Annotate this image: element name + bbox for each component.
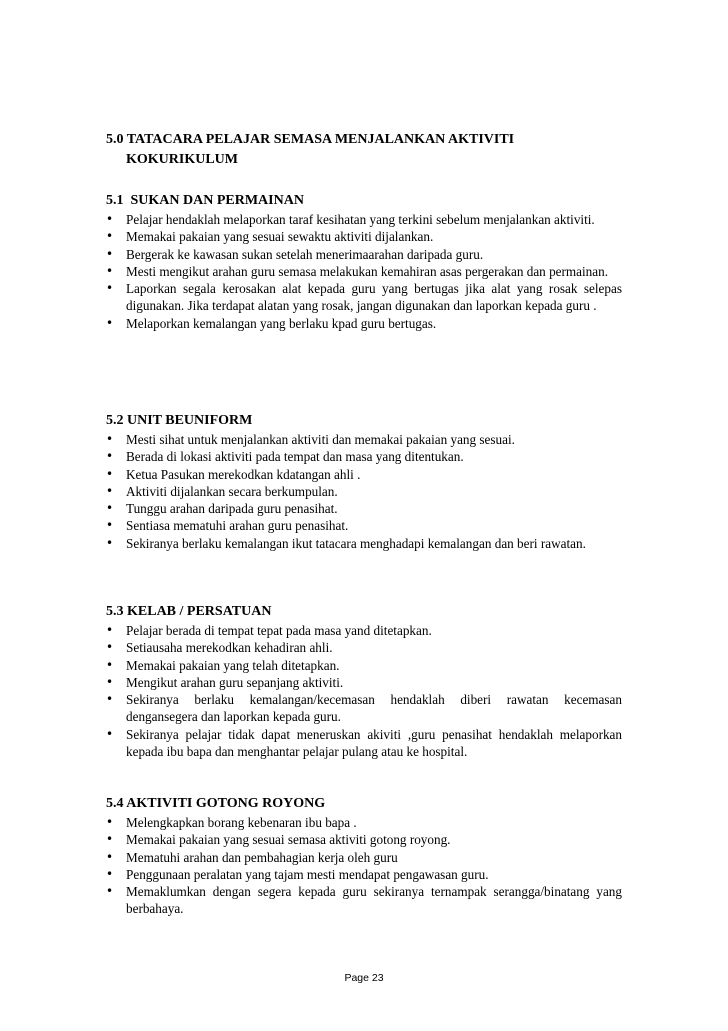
list-item: • Setiausaha merekodkan kehadiran ahli. <box>106 640 333 656</box>
list-item: • Mesti mengikut arahan guru semasa melakukan kemahiran asas pergerakan dan permainan. <box>106 263 609 279</box>
list-item: • Berada di lokasi aktiviti pada tempat dan masa yang ditentukan. <box>106 449 464 465</box>
bullet-icon: • <box>106 466 114 481</box>
bullet-icon: • <box>106 692 114 707</box>
section-heading: 5.2 UNIT BEUNIFORM <box>106 413 253 428</box>
bullet-icon: • <box>106 849 114 864</box>
list-item: • Mengikut arahan guru sepanjang aktiviti. <box>106 674 344 690</box>
list-item: • Pelajar hendaklah melaporkan taraf kesihatan yang terkini sebelum menjalankan aktiviti. <box>106 212 595 227</box>
bullet-list <box>106 211 622 332</box>
list-item: • Pelajar berada di tempat tepat pada masa yand ditetapkan. <box>106 623 432 638</box>
bullet-icon: • <box>106 449 114 464</box>
list-item: • Ketua Pasukan merekodkan kdatangan ahli . <box>106 466 361 482</box>
bullet-icon: • <box>106 884 114 899</box>
list-item: • Penggunaan peralatan yang tajam mesti mendapat pengawasan guru. <box>106 866 489 882</box>
bullet-icon: • <box>106 263 114 278</box>
section-heading: 5.3 KELAB / PERSATUAN <box>106 604 272 619</box>
list-item: • Bergerak ke kawasan sukan setelah menerimaarahan daripada guru. <box>106 246 484 262</box>
list-item: • Memakai pakaian yang telah ditetapkan. <box>106 657 340 673</box>
list-item: • Sekiranya berlaku kemalangan/kecemasan hendaklah diberi rawatan kecemasan dengansegera dan laporkan kepada guru. <box>106 692 622 725</box>
bullet-icon: • <box>106 501 114 516</box>
bullet-icon: • <box>106 623 114 637</box>
section-kelab-persatuan <box>106 603 622 760</box>
bullet-list <box>106 431 622 552</box>
section-heading: 5.4 AKTIVITI GOTONG ROYONG <box>106 796 326 811</box>
bullet-icon: • <box>106 674 114 689</box>
list-item: • Memakai pakaian yang sesuai semasa aktiviti gotong royong. <box>106 832 451 848</box>
section-sukan-dan-permainan <box>106 192 622 332</box>
section-unit-beruniform <box>106 412 622 552</box>
section-aktiviti-gotong-royong <box>106 795 622 918</box>
bullet-icon: • <box>106 657 114 672</box>
bullet-icon: • <box>106 483 114 498</box>
bullet-icon: • <box>106 246 114 261</box>
list-item: • Melaporkan kemalangan yang berlaku kpad guru bertugas. <box>106 315 437 331</box>
list-item: • Sentiasa mematuhi arahan guru penasihat. <box>106 518 349 534</box>
bullet-icon: • <box>106 315 114 330</box>
list-item: • Mematuhi arahan dan pembahagian kerja oleh guru <box>106 849 398 865</box>
bullet-list <box>106 622 622 760</box>
bullet-icon: • <box>106 815 114 829</box>
title-line-1: 5.0 TATACARA PELAJAR SEMASA MENJALANKAN AKTIVITI <box>106 132 515 147</box>
list-item: • Aktiviti dijalankan secara berkumpulan. <box>106 483 338 499</box>
list-item: • Sekiranya berlaku kemalangan ikut tatacara menghadapi kemalangan dan beri rawatan. <box>106 535 586 551</box>
bullet-icon: • <box>106 281 114 296</box>
page-title <box>106 130 626 170</box>
list-item: • Tunggu arahan daripada guru penasihat. <box>106 501 338 517</box>
bullet-icon: • <box>106 866 114 881</box>
list-item: • Melengkapkan borang kebenaran ibu bapa . <box>106 815 357 830</box>
bullet-icon: • <box>106 518 114 533</box>
page-number: Page 23 <box>344 972 384 984</box>
section-heading: 5.1 SUKAN DAN PERMAINAN <box>106 193 304 208</box>
bullet-list <box>106 814 622 918</box>
bullet-icon: • <box>106 432 114 446</box>
list-item: • Mesti sihat untuk menjalankan aktiviti dan memakai pakaian yang sesuai. <box>106 432 515 447</box>
bullet-icon: • <box>106 640 114 655</box>
list-item: • Memaklumkan dengan segera kepada guru sekiranya ternampak serangga/binatang yang berbahaya. <box>106 884 622 917</box>
bullet-icon: • <box>106 726 114 741</box>
list-item: • Memakai pakaian yang sesuai sewaktu aktiviti dijalankan. <box>106 229 434 245</box>
list-item: • Laporkan segala kerosakan alat kepada guru yang bertugas jika alat yang rosak selepas digunakan. Jika terdapat alatan yang rosak, jangan digunakan dan laporkan kepada guru . <box>106 281 622 314</box>
list-item: • Sekiranya pelajar tidak dapat meneruskan akiviti ,guru penasihat hendaklah melaporkan kepada ibu bapa dan menghantar pelajar pulang atau ke hospital. <box>106 726 622 760</box>
title-line-2: KOKURIKULUM <box>126 152 238 167</box>
bullet-icon: • <box>106 212 114 226</box>
bullet-icon: • <box>106 535 114 550</box>
bullet-icon: • <box>106 832 114 847</box>
bullet-icon: • <box>106 229 114 244</box>
